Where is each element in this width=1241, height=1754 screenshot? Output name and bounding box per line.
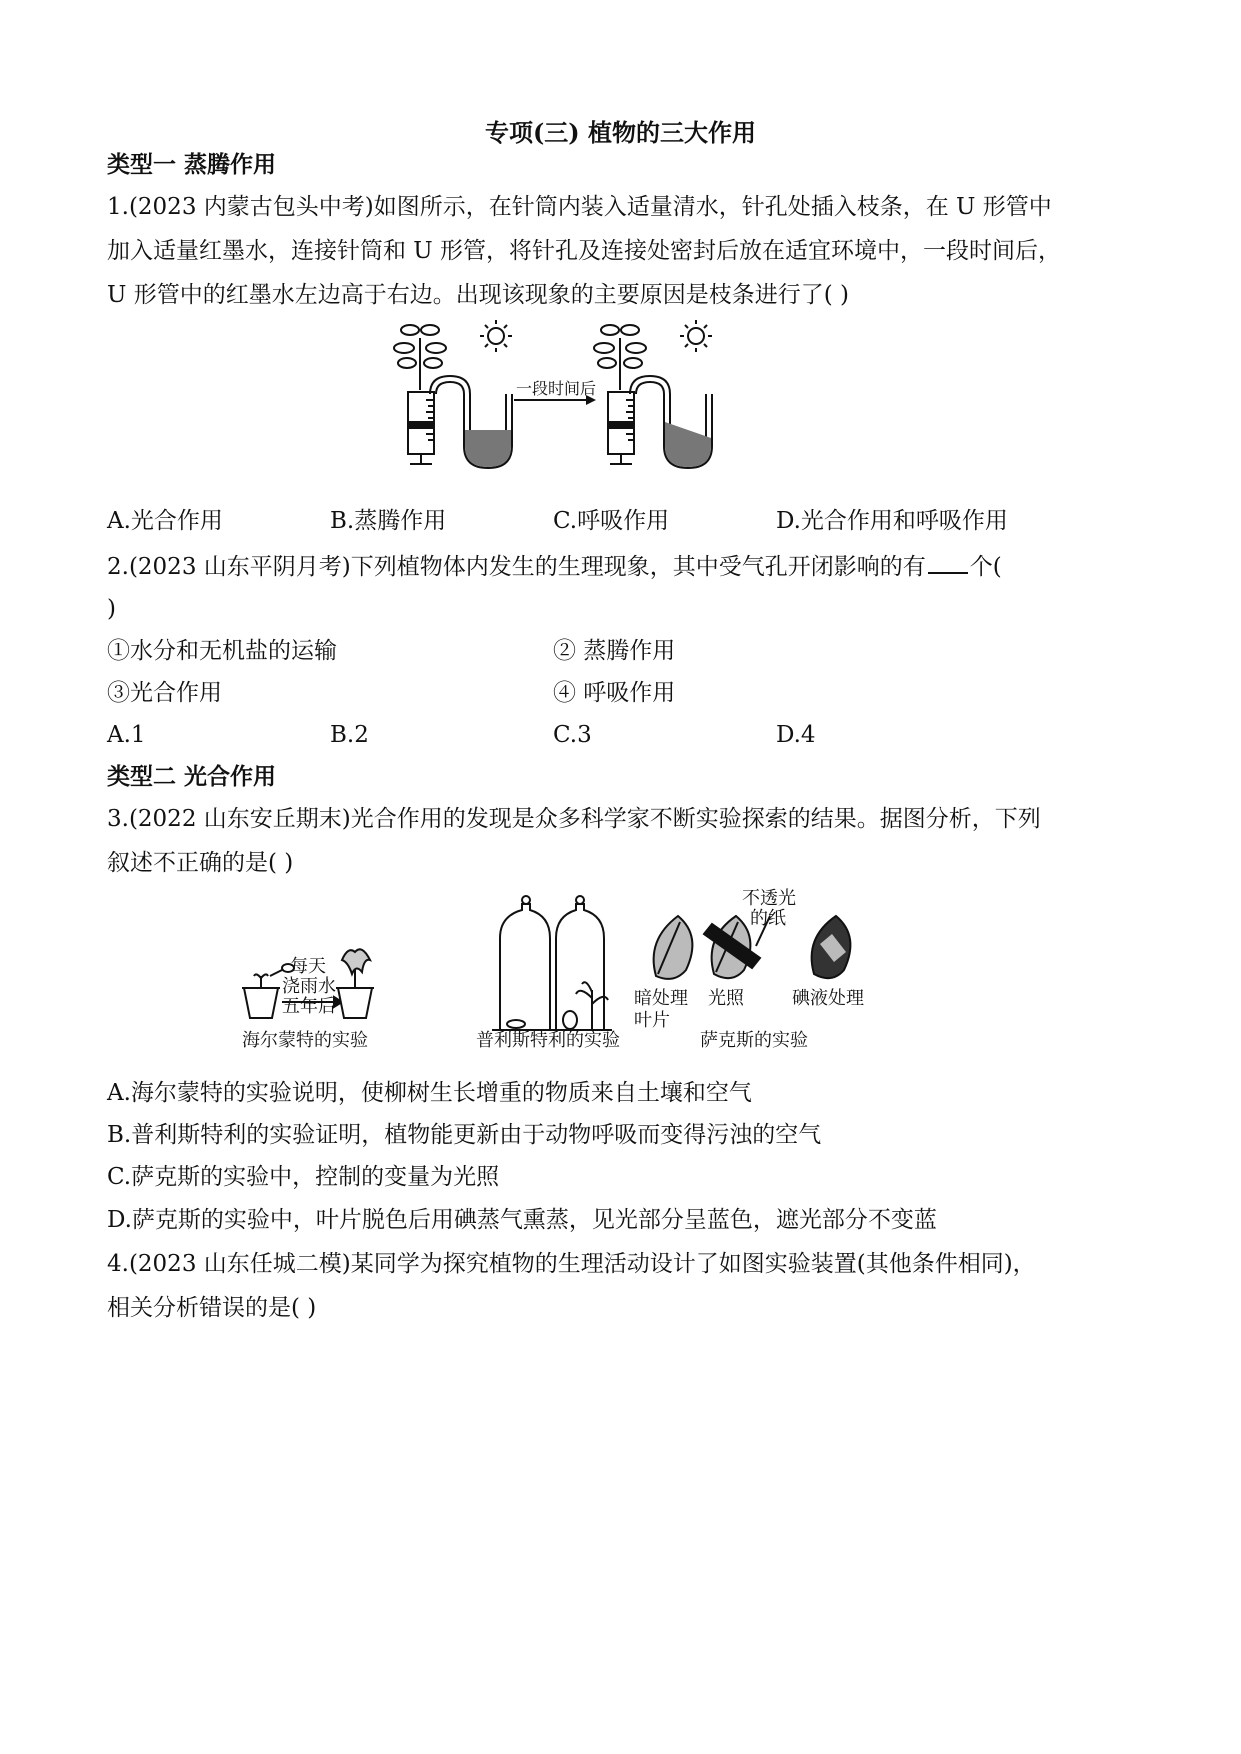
sachs-step-iodine: 碘液处理 [792, 988, 864, 1009]
answer-blank [928, 550, 968, 574]
q2-item-4: ④ 呼吸作用 [553, 680, 676, 706]
priestley-experiment [492, 896, 612, 1030]
photosynthesis-experiments-figure [230, 880, 890, 1060]
q2-item-1: ①水分和无机盐的运输 [107, 638, 337, 664]
question-2-text: 2.(2023 山东平阴月考)下列植物体内发生的生理现象，其中受气孔开闭影响的有 [107, 554, 926, 580]
q3-option-d: D.萨克斯的实验中，叶片脱色后用碘蒸气熏蒸，见光部分呈蓝色，遮光部分不变蓝 [107, 1207, 937, 1233]
q2-item-2: ② 蒸腾作用 [553, 638, 676, 664]
apparatus-before [394, 325, 512, 468]
helmont-note-3: 五年后 [282, 996, 336, 1017]
opaque-paper-label-1: 不透光 [742, 888, 796, 909]
question-4-line-2: 相关分析错误的是( ) [107, 1295, 317, 1321]
q2-option-b: B.2 [330, 722, 369, 748]
q1-option-b: B.蒸腾作用 [330, 508, 447, 534]
helmont-caption: 海尔蒙特的实验 [242, 1030, 368, 1051]
section-heading-transpiration: 类型一 蒸腾作用 [107, 151, 277, 178]
question-2-text-end: 个( [969, 554, 1002, 580]
q1-option-a: A.光合作用 [107, 508, 223, 534]
helmont-note-1: 每天 [290, 956, 326, 977]
q2-item-3: ③光合作用 [107, 680, 222, 706]
sun-icon [680, 320, 712, 352]
sachs-step-light: 光照 [708, 988, 744, 1009]
sun-icon [480, 320, 512, 352]
sachs-caption: 萨克斯的实验 [700, 1030, 808, 1051]
q2-option-a: A.1 [107, 722, 146, 748]
q1-option-c: C.呼吸作用 [553, 508, 670, 534]
question-1-line-2: 加入适量红墨水，连接针筒和 U 形管，将针孔及连接处密封后放在适宜环境中，一段时间后， [107, 238, 1062, 264]
q2-option-c: C.3 [553, 722, 592, 748]
question-1-line-1: 1.(2023 内蒙古包头中考)如图所示，在针筒内装入适量清水，针孔处插入枝条，在 U 形管中 [107, 194, 1052, 220]
question-3-line-1: 3.(2022 山东安丘期末)光合作用的发现是众多科学家不断实验探索的结果。据图分析，下列 [107, 806, 1041, 832]
sachs-step-dark-2: 叶片 [634, 1010, 670, 1031]
question-2-line-1 [107, 550, 1002, 582]
helmont-note-2: 浇雨水 [282, 976, 336, 997]
elapsed-time-label: 一段时间后 [516, 379, 597, 398]
section-heading-photosynthesis: 类型二 光合作用 [107, 763, 277, 790]
q2-option-d: D.4 [776, 722, 816, 748]
q3-option-b: B.普利斯特利的实验证明，植物能更新由于动物呼吸而变得污浊的空气 [107, 1122, 822, 1148]
q3-option-a: A.海尔蒙特的实验说明，使柳树生长增重的物质来自土壤和空气 [107, 1080, 752, 1106]
question-2-line-2: ) [107, 596, 116, 622]
opaque-paper-label-2: 的纸 [750, 908, 786, 929]
syringe-u-tube-figure [390, 318, 730, 470]
question-1-line-3: U 形管中的红墨水左边高于右边。出现该现象的主要原因是枝条进行了( ) [107, 282, 849, 308]
question-3-line-2: 叙述不正确的是( ) [107, 850, 294, 876]
sachs-step-dark-1: 暗处理 [634, 988, 688, 1009]
question-4-line-1: 4.(2023 山东任城二模)某同学为探究植物的生理活动设计了如图实验装置(其他条件相同)， [107, 1251, 1036, 1277]
priestley-caption: 普利斯特利的实验 [476, 1030, 620, 1051]
page-title: 专项(三) 植物的三大作用 [484, 118, 757, 147]
q3-option-c: C.萨克斯的实验中，控制的变量为光照 [107, 1164, 500, 1190]
q1-option-d: D.光合作用和呼吸作用 [776, 508, 1008, 534]
apparatus-after [594, 320, 712, 468]
